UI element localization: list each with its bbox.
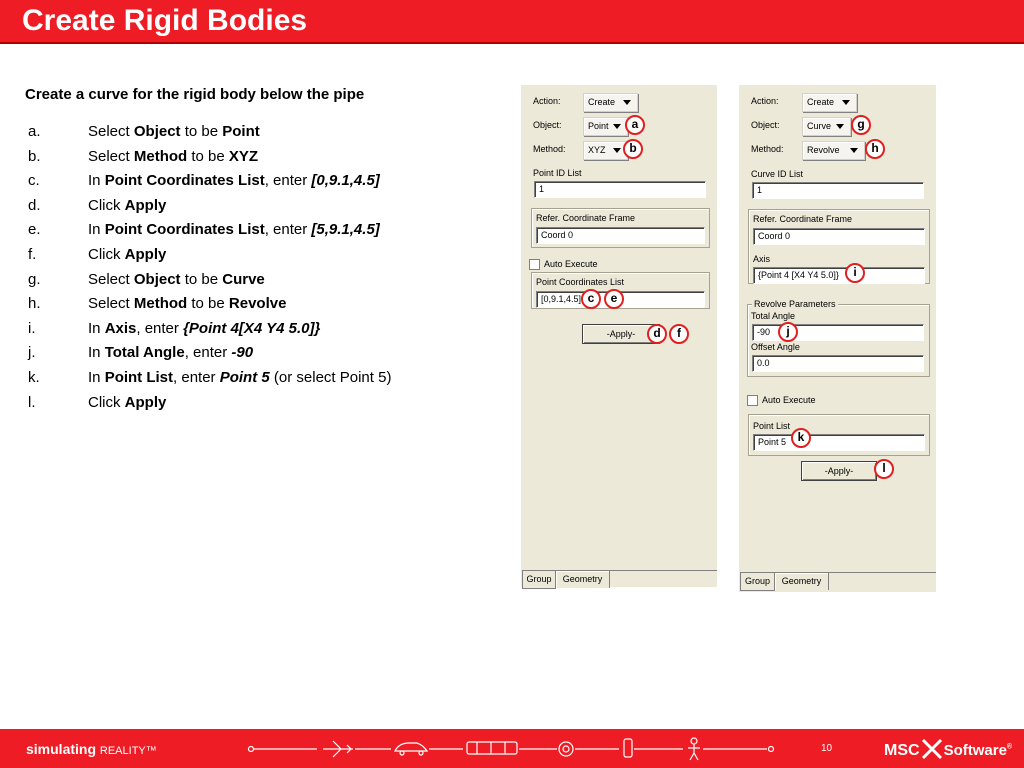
object-dropdown[interactable] (583, 117, 628, 136)
step-text (88, 292, 286, 317)
industry-icons-strip (245, 733, 785, 765)
logo-registered: ® (1006, 743, 1013, 751)
auto-execute-label: Auto Execute (544, 259, 598, 269)
step-text (88, 243, 166, 268)
step-text-part: Click (88, 393, 125, 411)
chevron-down-icon (613, 124, 621, 129)
step-letter: d. (28, 196, 41, 214)
chevron-down-icon (842, 100, 850, 105)
step-text-part: Method (133, 295, 188, 313)
refer-frame-field[interactable] (536, 227, 705, 244)
refer-frame-label: Refer. Coordinate Frame (753, 214, 853, 224)
step-text-part: [0,9.1,4.5] (311, 172, 380, 190)
axis-label: Axis (753, 254, 771, 264)
step-text-part: Apply (124, 196, 167, 214)
step-item (28, 243, 498, 268)
step-text (88, 169, 380, 194)
step-text-part: to be (187, 295, 229, 313)
tab-group[interactable]: Group (522, 570, 556, 589)
curve-id-field[interactable] (752, 182, 924, 199)
object-value: Curve (807, 121, 832, 131)
step-item (28, 218, 498, 243)
auto-execute-checkbox[interactable] (529, 259, 540, 270)
step-text-part: Revolve (228, 295, 287, 313)
tagline-simulating: simulating (26, 741, 97, 757)
step-text-part: Point Coordinates List (104, 221, 265, 239)
callout-g: g (851, 115, 871, 135)
step-text-part: [5,9.1,4.5] (311, 221, 380, 239)
method-label: Method: (533, 144, 566, 154)
step-item (28, 391, 498, 416)
offset-angle-value: 0.0 (757, 358, 770, 368)
step-text (88, 120, 260, 145)
point-id-field[interactable] (534, 181, 706, 198)
refer-frame-label: Refer. Coordinate Frame (536, 213, 636, 223)
axis-field[interactable] (753, 267, 925, 284)
title-bar (0, 0, 1024, 44)
callout-i: i (845, 263, 865, 283)
step-letter: k. (28, 368, 40, 386)
footer-bar (0, 729, 1024, 768)
step-text (88, 145, 258, 170)
step-letter: l. (28, 393, 36, 411)
action-dropdown[interactable] (802, 93, 857, 112)
refer-frame-value: Coord 0 (758, 231, 791, 241)
apply-button[interactable]: -Apply- (801, 461, 877, 481)
method-value: Revolve (807, 145, 840, 155)
tab-geometry[interactable]: Geometry (555, 570, 610, 588)
revolve-params-label: Revolve Parameters (754, 299, 836, 309)
point-id-value: 1 (539, 184, 545, 194)
apply-button[interactable]: -Apply- (582, 324, 660, 344)
phone-icon (624, 739, 632, 757)
step-text-part: , enter (264, 221, 312, 239)
step-text-part: Apply (124, 245, 167, 263)
step-text-part: In (88, 221, 105, 239)
chevron-down-icon (836, 124, 844, 129)
step-letter: e. (28, 221, 41, 239)
step-letter: h. (28, 295, 41, 313)
callout-l: l (874, 459, 894, 479)
step-item (28, 268, 498, 293)
step-text-part: Method (133, 147, 188, 165)
method-dropdown[interactable] (583, 141, 628, 160)
offset-angle-label: Offset Angle (751, 342, 800, 352)
coords-value: [0,9.1,4.5] (541, 294, 582, 304)
tab-group[interactable]: Group (740, 572, 775, 591)
tab-geometry[interactable]: Geometry (774, 572, 829, 590)
car-icon (395, 743, 427, 755)
auto-execute-checkbox[interactable] (747, 395, 758, 406)
step-text-part: Point 5 (219, 368, 270, 386)
point-list-field[interactable] (753, 434, 925, 451)
gear-icon (559, 742, 573, 756)
chevron-down-icon (623, 100, 631, 105)
point-id-label: Point ID List (533, 168, 582, 178)
step-list (28, 120, 498, 415)
method-value: XYZ (588, 145, 606, 155)
callout-d: d (647, 324, 667, 344)
step-text-part: to be (187, 147, 229, 165)
step-text-part: In (88, 344, 105, 362)
person-icon (688, 738, 700, 760)
coords-label: Point Coordinates List (536, 277, 625, 287)
logo-software: Software (943, 742, 1007, 759)
step-text-part: Click (88, 196, 125, 214)
step-text-part: Point List (104, 368, 174, 386)
callout-k: k (791, 428, 811, 448)
callout-b: b (623, 139, 643, 159)
step-text-part: , enter (184, 344, 232, 362)
step-letter: c. (28, 172, 40, 190)
step-text-part: to be (180, 270, 223, 288)
object-value: Point (588, 121, 609, 131)
refer-frame-field[interactable] (753, 228, 925, 245)
point-list-group (748, 414, 930, 456)
step-item (28, 366, 498, 391)
step-letter: g. (28, 270, 41, 288)
step-text-part: Point Coordinates List (104, 172, 265, 190)
callout-c: c (581, 289, 601, 309)
method-label: Method: (751, 144, 784, 154)
auto-execute-label: Auto Execute (762, 395, 816, 405)
offset-angle-field[interactable] (752, 355, 924, 372)
step-item (28, 292, 498, 317)
step-text-part: Select (88, 147, 134, 165)
step-text-part: Axis (104, 319, 137, 337)
logo-msc: MSC (884, 742, 920, 759)
action-label: Action: (533, 96, 561, 106)
chevron-down-icon (850, 148, 858, 153)
step-item (28, 317, 498, 342)
page-title: Create Rigid Bodies (22, 4, 308, 37)
step-text (88, 366, 391, 391)
point-list-label: Point List (753, 421, 791, 431)
step-letter: f. (28, 245, 37, 263)
step-text-part: Point (222, 123, 260, 140)
point-list-value: Point 5 (758, 437, 787, 447)
curve-id-label: Curve ID List (751, 169, 804, 179)
step-letter: j. (28, 344, 36, 362)
step-text-part: Click (88, 245, 125, 263)
step-text-part: Curve (222, 270, 265, 288)
msc-software-logo (884, 738, 1012, 760)
step-text-part: XYZ (228, 147, 259, 165)
step-text (88, 317, 320, 342)
step-item (28, 341, 498, 366)
object-label: Object: (751, 120, 780, 130)
step-text-part: In (88, 319, 105, 337)
step-text-part: Select (88, 295, 134, 313)
airplane-icon (323, 741, 353, 757)
step-text-part: Object (133, 123, 181, 140)
method-dropdown[interactable] (802, 141, 865, 160)
refer-frame-value: Coord 0 (541, 230, 574, 240)
action-value: Create (807, 97, 835, 107)
step-letter: a. (28, 123, 41, 140)
step-item (28, 169, 498, 194)
action-dropdown[interactable] (583, 93, 638, 112)
curve-id-value: 1 (757, 185, 763, 195)
callout-f: f (669, 324, 689, 344)
step-text-part: , enter (173, 368, 220, 386)
step-text-part: Apply (124, 393, 167, 411)
axis-value: {Point 4 [X4 Y4 5.0]} (758, 270, 839, 280)
callout-a: a (625, 115, 645, 135)
train-icon (467, 742, 517, 754)
logo-x-icon (920, 738, 944, 760)
step-text-part: Total Angle (104, 344, 185, 362)
step-text-part: , enter (264, 172, 312, 190)
page-number: 10 (821, 743, 833, 754)
callout-j: j (778, 322, 798, 342)
section-heading: Create a curve for the rigid body below the pipe (25, 86, 365, 103)
step-item (28, 145, 498, 170)
step-text-part: Select (88, 123, 134, 140)
step-letter: i. (28, 319, 36, 337)
refer-frame-group (531, 208, 710, 248)
step-text (88, 391, 166, 416)
tab-divider (609, 570, 717, 571)
step-text-part: Select (88, 270, 134, 288)
step-letter: b. (28, 147, 41, 165)
refer-frame-group (748, 209, 930, 284)
step-text (88, 341, 253, 366)
step-item (28, 120, 498, 145)
object-label: Object: (533, 120, 562, 130)
revolve-params-group (747, 299, 930, 377)
tagline-reality: REALITY™ (99, 745, 157, 757)
callout-e: e (604, 289, 624, 309)
chevron-down-icon (613, 148, 621, 153)
callout-h: h (865, 139, 885, 159)
step-text-part: In (88, 172, 105, 190)
step-text-part: (or select Point 5) (269, 368, 392, 386)
action-label: Action: (751, 96, 779, 106)
tab-divider (828, 572, 936, 573)
total-angle-label: Total Angle (751, 311, 796, 321)
step-text-part: , enter (136, 319, 184, 337)
step-item (28, 194, 498, 219)
tagline (26, 741, 157, 757)
curve-create-panel (739, 85, 936, 592)
step-text (88, 268, 265, 293)
step-text-part: Object (133, 270, 181, 288)
step-text-part: -90 (231, 344, 254, 362)
step-text-part: to be (180, 123, 223, 140)
object-dropdown[interactable] (802, 117, 851, 136)
step-text-part: In (88, 368, 105, 386)
step-text (88, 194, 166, 219)
step-text (88, 218, 380, 243)
action-value: Create (588, 97, 616, 107)
step-text-part: {Point 4[X4 Y4 5.0]} (183, 319, 321, 337)
total-angle-value: -90 (757, 327, 771, 337)
